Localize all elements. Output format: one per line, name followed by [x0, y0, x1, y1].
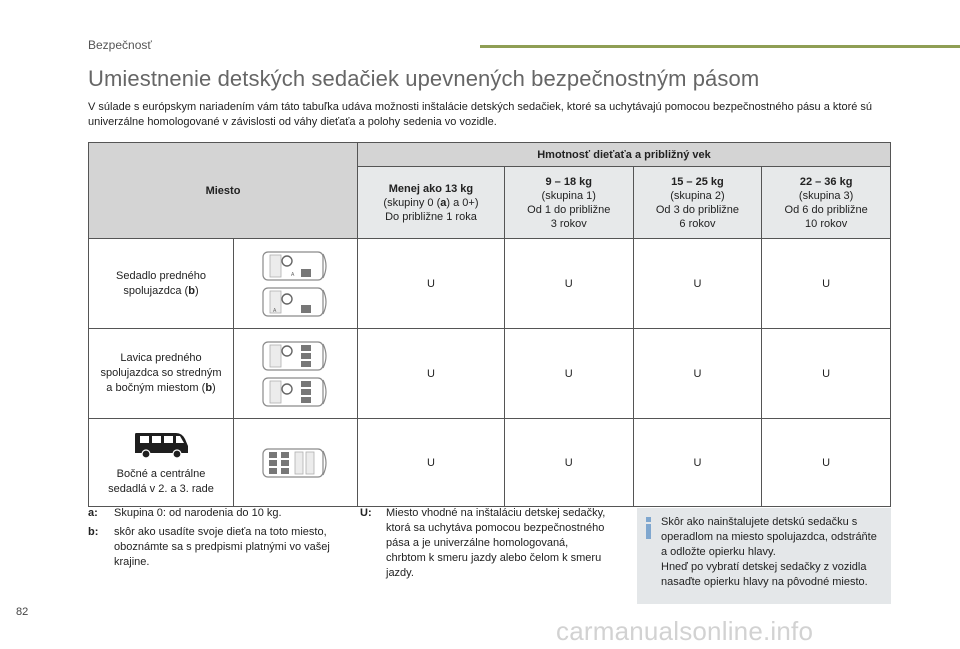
svg-text:A: A	[272, 307, 276, 314]
page-title: Umiestnenie detských sedačiek upevnených bezpečnostným pásom	[88, 66, 760, 91]
page-number: 82	[16, 606, 29, 618]
place-front-passenger-seat: Sedadlo predného spolujazdca (b)	[89, 239, 234, 329]
footnote-key: a:	[88, 507, 98, 519]
value-cell: U	[358, 329, 505, 419]
footnotes-mid	[360, 506, 610, 585]
tip-text-2: Hneď po vybratí detskej sedačky z vozidla nasaďte opierku hlavy na pôvodné miesto.	[661, 561, 868, 588]
value-cell: U	[633, 419, 762, 507]
footnote-a	[88, 506, 338, 521]
column-header-group0: Menej ako 13 kg (skupiny 0 (a) a 0+) Do približne 1 roka	[358, 167, 505, 239]
value-cell: U	[633, 329, 762, 419]
info-tip-box	[637, 508, 891, 604]
footnote-key: U:	[360, 507, 372, 519]
seat-layout-diagram	[234, 419, 358, 507]
weight-group-header: Hmotnosť dieťaťa a približný vek	[358, 143, 891, 167]
footnote-text: skôr ako usadíte svoje dieťa na toto miesto, oboznámte sa s predpismi platnými vo vašej krajine.	[114, 526, 330, 568]
section-label: Bezpečnosť	[88, 38, 152, 52]
tip-text-1: Skôr ako nainštalujete detskú sedačku s operadlom na miesto spolujazdca, odstráňte a odložte opierku hlavy.	[661, 516, 877, 558]
footnote-b	[88, 525, 338, 570]
place-header: Miesto	[89, 143, 358, 239]
value-cell: U	[762, 239, 891, 329]
place-rear-seats: Bočné a centrálne sedadlá v 2. a 3. rade	[89, 419, 234, 507]
table-row	[89, 419, 891, 507]
column-header-group3: 22 – 36 kg (skupina 3) Od 6 do približne 10 rokov	[762, 167, 891, 239]
front-bench-rear-facing-diagram	[261, 375, 331, 409]
value-cell: U	[762, 329, 891, 419]
footnote-u	[360, 506, 610, 581]
front-seat-forward-diagram	[261, 249, 331, 283]
value-cell: U	[762, 419, 891, 507]
section-rule	[480, 45, 960, 48]
van-side-icon	[132, 429, 190, 459]
seat-layout-diagram	[234, 329, 358, 419]
value-cell: U	[504, 239, 633, 329]
place-front-bench: Lavica predného spolujazdca so stredným a bočným miestom (b)	[89, 329, 234, 419]
value-cell: U	[504, 329, 633, 419]
value-cell: U	[633, 239, 762, 329]
seat-layout-diagram	[234, 239, 358, 329]
value-cell: U	[504, 419, 633, 507]
value-cell: U	[358, 239, 505, 329]
svg-text:A: A	[290, 271, 294, 278]
rear-rows-diagram	[261, 446, 331, 480]
info-icon	[644, 517, 654, 539]
column-header-group2: 15 – 25 kg (skupina 2) Od 3 do približne 6 rokov	[633, 167, 762, 239]
watermark: carmanualsonline.info	[556, 616, 814, 646]
front-bench-forward-diagram	[261, 339, 331, 373]
table-row	[89, 329, 891, 419]
footnote-key: b:	[88, 526, 99, 538]
child-seat-table	[88, 142, 891, 507]
footnotes-left	[88, 506, 338, 574]
footnote-text: Skupina 0: od narodenia do 10 kg.	[114, 507, 282, 519]
value-cell: U	[358, 419, 505, 507]
front-seat-rear-facing-diagram	[261, 285, 331, 319]
table-row	[89, 239, 891, 329]
column-header-group1: 9 – 18 kg (skupina 1) Od 1 do približne 3 rokov	[504, 167, 633, 239]
intro-paragraph: V súlade s európskym nariadením vám táto tabuľka udáva možnosti inštalácie detských sedačiek, ktoré sa uchytávajú pomocou bezpečnostného pásu a ktoré sú univerzálne homologované v závislosti od váhy dieťaťa a polohy sedenia vo vozidle.	[88, 101, 873, 128]
footnote-text: Miesto vhodné na inštaláciu detskej sedačky, ktorá sa uchytáva pomocou bezpečnostného pása a je univerzálne homologovaná, chrbtom k smeru jazdy alebo čelom k smeru jazdy.	[386, 507, 606, 579]
